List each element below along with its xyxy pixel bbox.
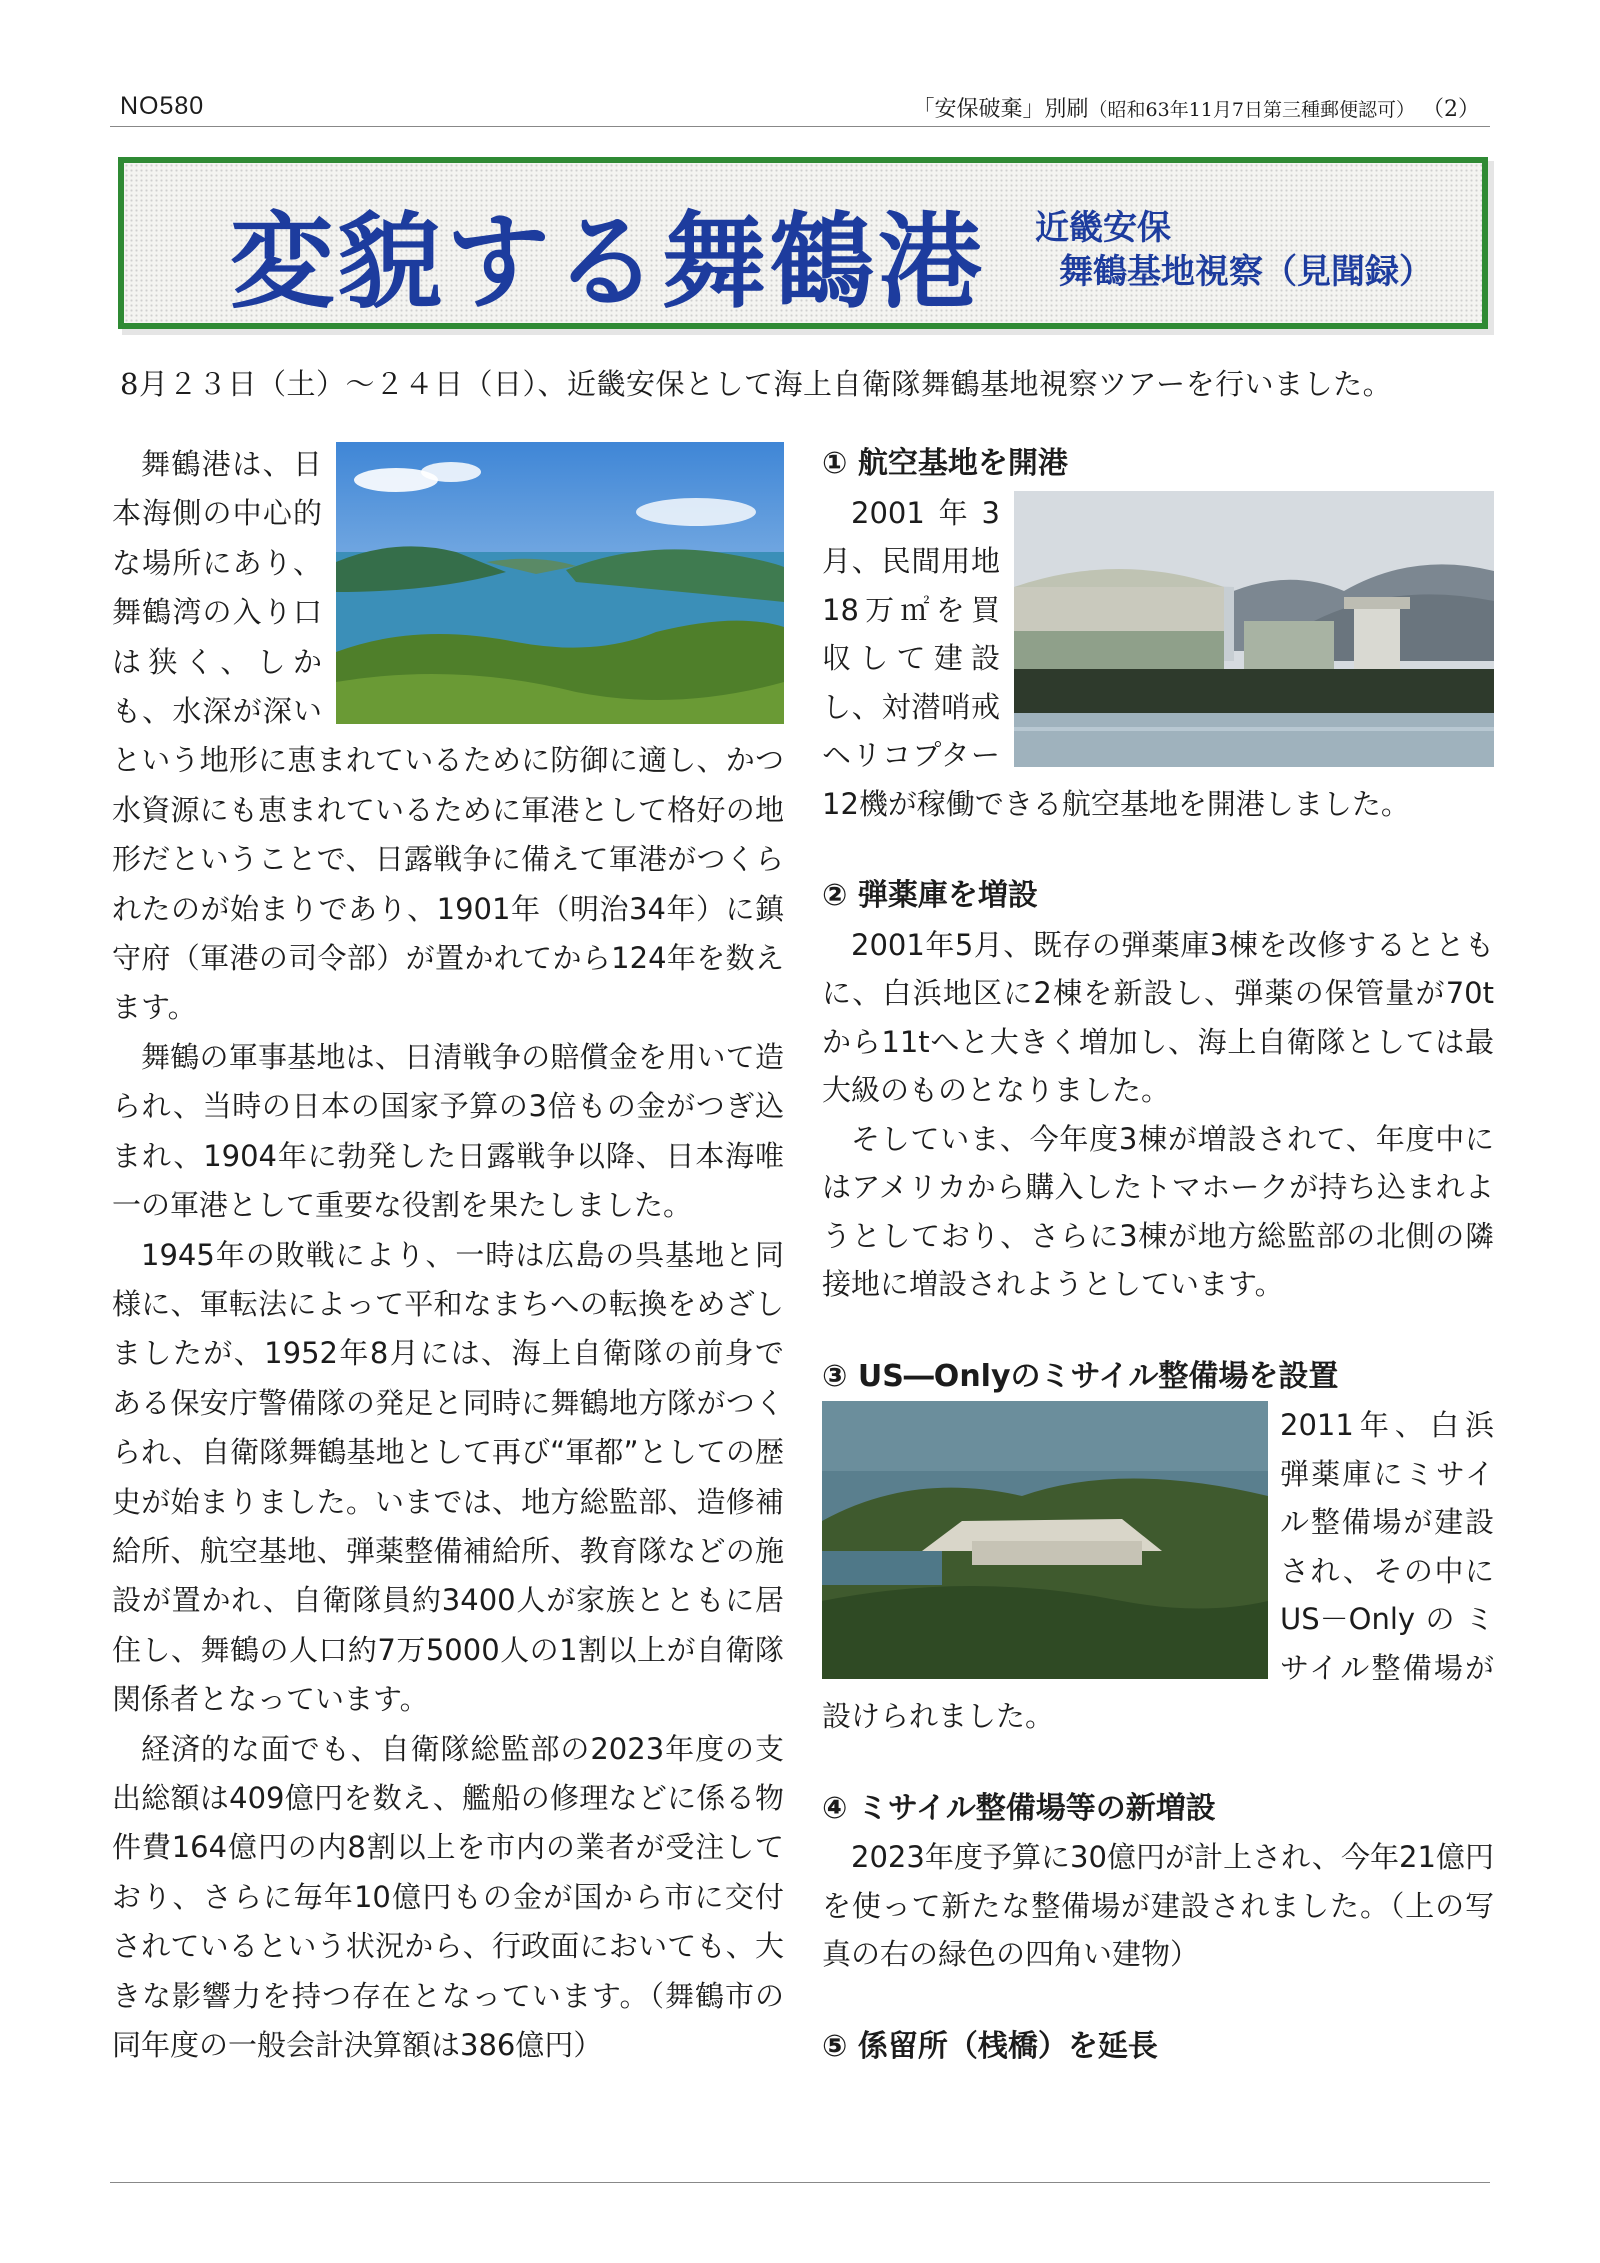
section-5-title: ⑤ 係留所（桟橋）を延長 [822,2028,1158,2064]
postal-permit: （昭和63年11月7日第三種郵便認可） [1088,99,1415,121]
spacer [822,828,1494,872]
section-1-title: ① 航空基地を開港 [822,446,1068,481]
maizuru-bay-photo [336,442,784,724]
org-line-2: 舞鶴基地視察（見聞録） [1059,252,1433,292]
paragraph-postwar: 1945年の敗戦により、一時は広島の呉基地と同様に、軍転法によって平和なまちへの転換をめざしましたが、1952年8月には、海上自衛隊の前身である保安庁警備隊の発足と同時に舞鶴地方隊がつくられ、自衛隊舞鶴基地として再び“軍都”としての歴史が始まりました。いまでは、地方総監部、造修補給所、航空基地、弾薬整備補給所、教育隊などの施設が置かれ、自衛隊員約3400人が家族とともに居住し、舞鶴の人口約7万5000人の1割以上が自衛隊関係者となっています。 [112,1237,784,1717]
missile-facility-photo [822,1401,1268,1679]
left-column [112,440,784,2070]
organization-label [1035,206,1433,294]
spacer [822,1979,1494,2023]
publication-name: 「安保破棄」別刷 [912,97,1089,122]
section-3-title: ③ US―Onlyのミサイル整備場を設置 [822,1358,1339,1394]
section-2-text-2: そしていま、今年度3棟が増設されて、年度中にはアメリカから購入したトマホークが持ち込まれようとしており、さらに3棟が地方総監部の北側の隣接地に増設されようとしています。 [822,1121,1494,1301]
org-line-1: 近畿安保 [1035,208,1171,248]
issue-number: NO580 [120,92,205,120]
spacer [822,1741,1494,1785]
section-4-title: ④ ミサイル整備場等の新増設 [822,1790,1216,1826]
section-4-text: 2023年度予算に30億円が計上され、今年21億円を使って新たな整備場が建設されました。（上の写真の右の緑色の四角い建物） [822,1840,1494,1971]
page-title: 変貌する舞鶴港 [230,201,987,323]
paragraph-economy: 経済的な面でも、自衛隊総監部の2023年度の支出総額は409億円を数え、艦船の修理などに係る物件費164億円の内8割以上を市内の業者が受注しており、さらに毎年10億円もの金が国から市に交付されているという状況から、行政面においても、大きな影響力を持つ存在となっています。（舞鶴市の同年度の一般会計決算額は386億円） [112,1731,784,2062]
right-column [822,440,1494,2071]
paragraph-origin: 舞鶴港は、日本海側の中心的な場所にあり、舞鶴湾の入り口は狭く、しかも、水深が深いという地形に恵まれているために防御に適し、かつ水資源にも恵まれているために軍港として格好の地形だということで、日露戦争に備えて軍港がつくられたのが始まりであり、1901年（明治34年）に鎮守府（軍港の司令部）が置かれてから124年を数えます。 [112,440,784,1033]
page-number: （2） [1422,97,1480,122]
section-3-text: 2011年、白浜弾薬庫にミサイル整備場が建設され、その中にUS－Onlyのミサイル整備場が設けられました。 [822,1401,1494,1741]
header-rule [110,126,1490,127]
publication-info [913,92,1480,123]
section-2-text-1: 2001年5月、既存の弾薬庫3棟を改修するとともに、白浜地区に2棟を新設し、弾薬の保管量が70tから11tへと大きく増加し、海上自衛隊としては最大級のものとなりました。 [822,927,1494,1107]
paragraph-history: 舞鶴の軍事基地は、日清戦争の賠償金を用いて造られ、当時の日本の国家予算の3倍もの金がつぎ込まれ、1904年に勃発した日露戦争以降、日本海唯一の軍港として重要な役割を果たしました。 [112,1039,784,1223]
footer-rule [110,2182,1490,2183]
air-base-photo [1014,491,1494,767]
section-1-text: 2001年3月、民間用地18万㎡を買収して建設し、対潜哨戒ヘリコプター12機が稼働できる航空基地を開港しました。 [822,489,1494,829]
lead-sentence: 8月２３日（土）～２４日（日）、近畿安保として海上自衛隊舞鶴基地視察ツアーを行いました。 [120,367,1393,401]
spacer [822,1309,1494,1353]
section-2-title: ② 弾薬庫を増設 [822,878,1038,913]
